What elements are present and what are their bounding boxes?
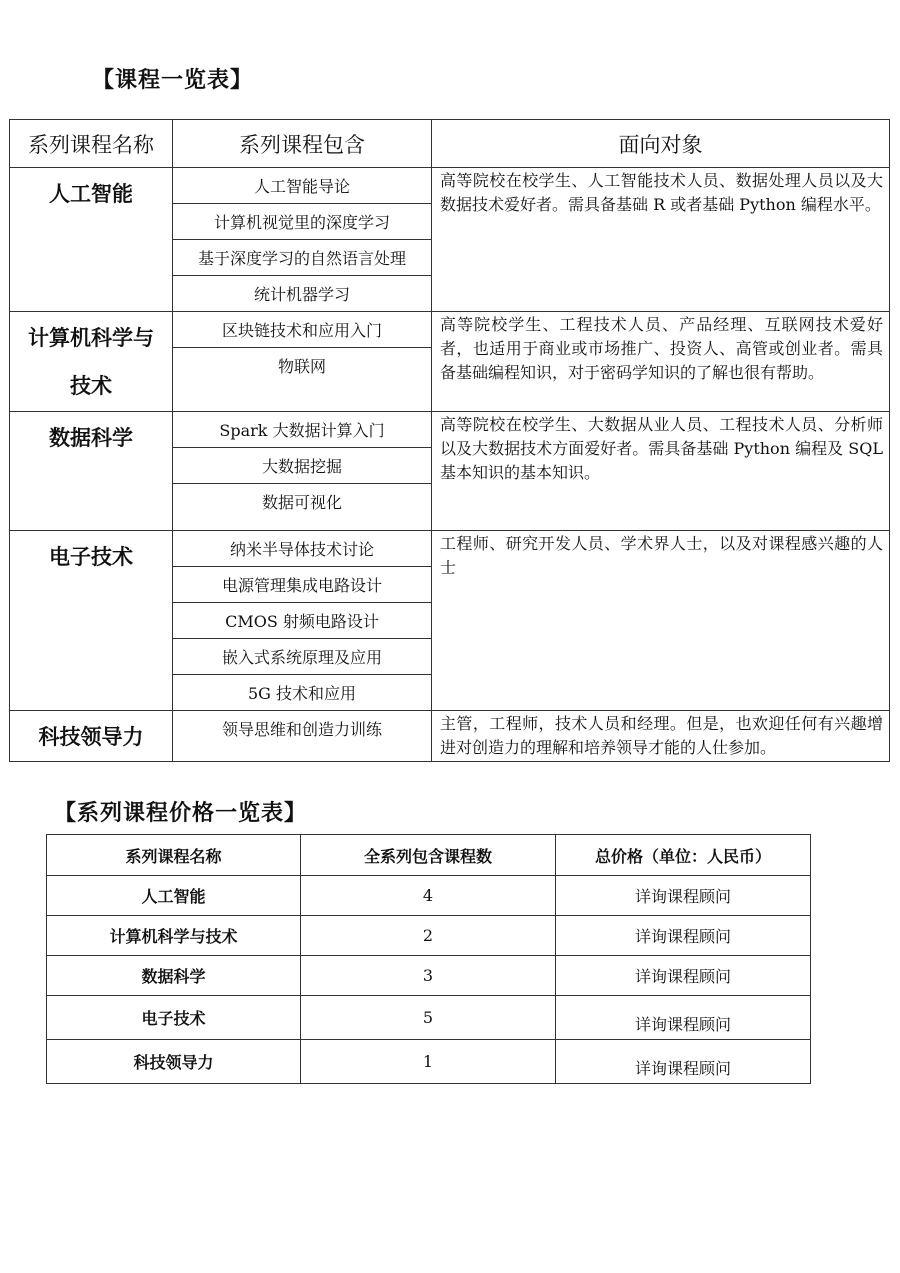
table-row — [10, 312, 890, 348]
course-cell: 物联网 — [173, 348, 432, 412]
course-cell: Spark 大数据计算入门 — [173, 412, 432, 448]
course-count-cell: 4 — [301, 876, 556, 916]
course-cell: 大数据挖掘 — [173, 448, 432, 484]
price-overview-table — [46, 834, 811, 1084]
course-overview-title: 【课程一览表】 — [92, 68, 254, 93]
price-cell: 详询课程顾问 — [556, 956, 811, 996]
series-name-leadership: 科技领导力 — [10, 711, 173, 762]
table-row — [47, 1040, 811, 1084]
course-count-cell: 1 — [301, 1040, 556, 1084]
table-row — [10, 412, 890, 448]
course-count-cell: 2 — [301, 916, 556, 956]
course-cell: 5G 技术和应用 — [173, 675, 432, 711]
audience-cell: 高等院校在校学生、人工智能技术人员、数据处理人员以及大数据技术爱好者。需具备基础 R 或者基础 Python 编程水平。 — [432, 168, 890, 312]
course-cell: 电源管理集成电路设计 — [173, 567, 432, 603]
header-courses: 系列课程包含 — [173, 120, 432, 168]
series-name-cell: 电子技术 — [47, 996, 301, 1040]
table-row — [47, 916, 811, 956]
series-name-cell: 数据科学 — [47, 956, 301, 996]
header-audience: 面向对象 — [432, 120, 890, 168]
course-overview-table — [9, 119, 890, 762]
price-cell: 详询课程顾问 — [556, 876, 811, 916]
series-name-cell: 科技领导力 — [47, 1040, 301, 1084]
series-name-cell: 人工智能 — [47, 876, 301, 916]
table-row — [47, 876, 811, 916]
price-cell: 详询课程顾问 — [556, 916, 811, 956]
course-cell: 领导思维和创造力训练 — [173, 711, 432, 762]
course-cell: 数据可视化 — [173, 484, 432, 531]
header-series-name: 系列课程名称 — [47, 835, 301, 876]
course-cell: CMOS 射频电路设计 — [173, 603, 432, 639]
series-name-electronics: 电子技术 — [10, 531, 173, 711]
course-cell: 统计机器学习 — [173, 276, 432, 312]
price-cell: 详询课程顾问 — [556, 996, 811, 1040]
series-name-line: 技术 — [70, 374, 112, 398]
course-cell: 纳米半导体技术讨论 — [173, 531, 432, 567]
course-count-cell: 3 — [301, 956, 556, 996]
course-cell: 基于深度学习的自然语言处理 — [173, 240, 432, 276]
price-overview-title: 【系列课程价格一览表】 — [54, 801, 308, 826]
audience-cell: 高等院校在校学生、大数据从业人员、工程技术人员、分析师以及大数据技术方面爱好者。需具备基础 Python 编程及 SQL 基本知识的基本知识。 — [432, 412, 890, 531]
table-row — [10, 531, 890, 567]
course-cell: 嵌入式系统原理及应用 — [173, 639, 432, 675]
course-cell: 区块链技术和应用入门 — [173, 312, 432, 348]
header-total-price: 总价格（单位：人民币） — [556, 835, 811, 876]
course-cell: 计算机视觉里的深度学习 — [173, 204, 432, 240]
series-name-ai: 人工智能 — [10, 168, 173, 312]
series-name-cell: 计算机科学与技术 — [47, 916, 301, 956]
course-cell: 人工智能导论 — [173, 168, 432, 204]
course-count-cell: 5 — [301, 996, 556, 1040]
table-row — [10, 711, 890, 762]
table-row — [47, 996, 811, 1040]
header-series-name: 系列课程名称 — [10, 120, 173, 168]
table-header-row — [10, 120, 890, 168]
price-cell: 详询课程顾问 — [556, 1040, 811, 1084]
series-name-line: 计算机科学与 — [28, 326, 154, 350]
table-row — [10, 168, 890, 204]
audience-cell: 工程师、研究开发人员、学术界人士，以及对课程感兴趣的人士 — [432, 531, 890, 711]
header-course-count: 全系列包含课程数 — [301, 835, 556, 876]
audience-cell: 高等院校学生、工程技术人员、产品经理、互联网技术爱好者，也适用于商业或市场推广、投资人、高管或创业者。需具备基础编程知识，对于密码学知识的了解也很有帮助。 — [432, 312, 890, 412]
audience-cell: 主管，工程师，技术人员和经理。但是，也欢迎任何有兴趣增进对创造力的理解和培养领导才能的人仕参加。 — [432, 711, 890, 762]
table-header-row — [47, 835, 811, 876]
series-name-data-science: 数据科学 — [10, 412, 173, 531]
table-row — [47, 956, 811, 996]
series-name-cs — [10, 312, 173, 412]
